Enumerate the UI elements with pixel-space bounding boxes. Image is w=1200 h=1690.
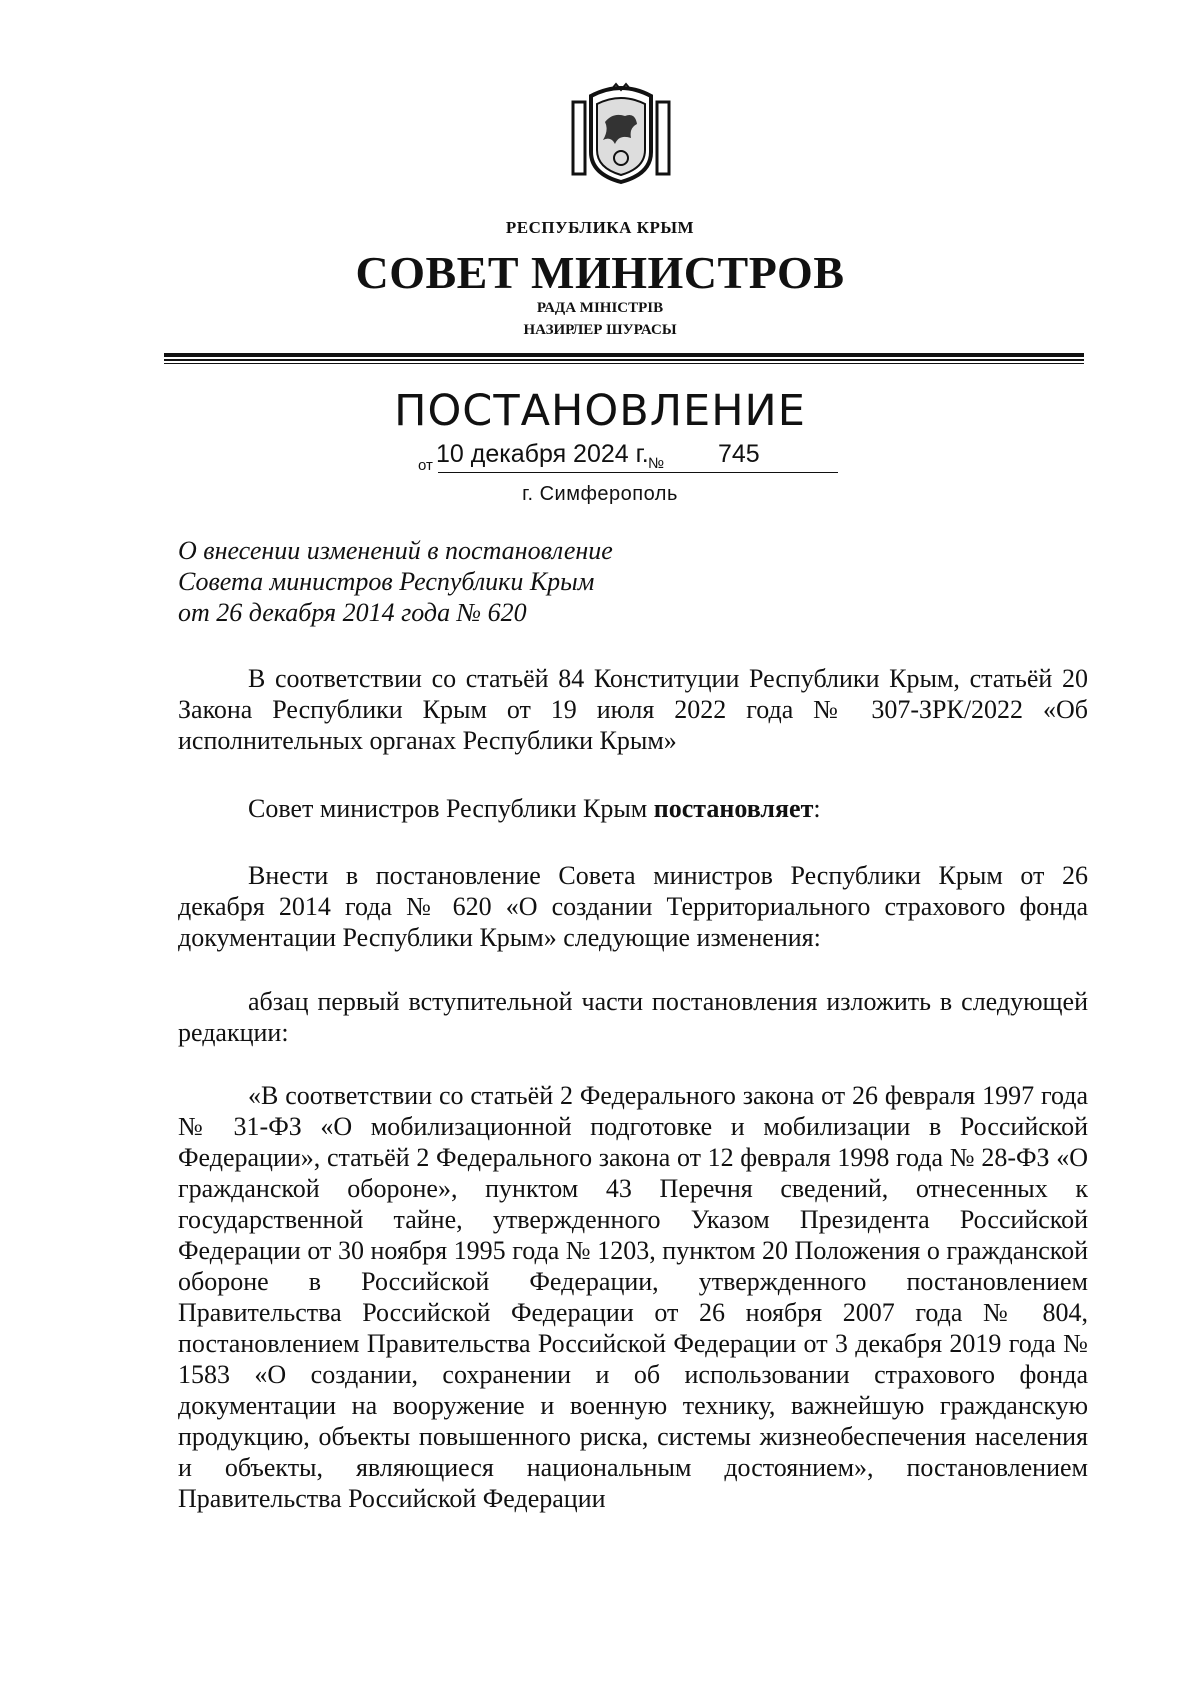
decree-date: 10 декабря 2024 г. (436, 440, 649, 468)
paragraph-text: абзац первый вступительной части постановления изложить в следующей редакции: (178, 987, 1088, 1047)
header-divider (164, 353, 1084, 357)
date-prefix: от (418, 457, 433, 474)
republic-name: РЕСПУБЛИКА КРЫМ (505, 218, 695, 237)
paragraph-text: Внести в постановление Совета министров Республики Крым от 26 декабря 2014 года № 620 «О создании Территориального страхового фонда документации Республики Крым» следующие изменения: (178, 861, 1088, 952)
paragraph-text-start: Совет министров Республики Крым (248, 794, 654, 823)
decree-dateline (418, 440, 838, 476)
paragraph-text: В соответствии со статьёй 84 Конституции Республики Крым, статьёй 20 Закона Республики Крым от 19 июля 2022 года № 307-ЗРК/2022 «Об исполнительных органах Республики Крым» (178, 664, 1088, 755)
subject-line: О внесении изменений в постановление (178, 536, 613, 565)
decree-title: ПОСТАНОВЛЕНИЕ (394, 386, 806, 436)
header-divider (164, 363, 1084, 364)
body-paragraph (178, 793, 1088, 824)
crimea-coat-of-arms-icon (571, 82, 671, 186)
paragraph-text-bold: постановляет (653, 794, 814, 823)
body-paragraph (178, 663, 1088, 756)
body-paragraph (178, 1080, 1088, 1514)
dateline-underline (438, 472, 838, 473)
council-name-crimean-tatar: НАЗИРЛЕР ШУРАСЫ (523, 322, 677, 338)
subject-line: от 26 декабря 2014 года № 620 (178, 598, 527, 627)
paragraph-text-end: : (813, 794, 821, 823)
decree-subject (178, 535, 698, 628)
council-name: СОВЕТ МИНИСТРОВ (355, 247, 845, 298)
number-prefix: № (648, 455, 665, 472)
body-paragraph (178, 860, 1088, 953)
body-paragraph (178, 986, 1088, 1048)
paragraph-text (178, 793, 1088, 824)
decree-city: г. Симферополь (522, 483, 678, 505)
council-name-ukrainian: РАДА МІНІСТРІВ (536, 300, 664, 316)
decree-number: 745 (718, 440, 760, 468)
header-divider (164, 359, 1084, 361)
subject-line: Совета министров Республики Крым (178, 567, 595, 596)
paragraph-text: «В соответствии со статьёй 2 Федерального закона от 26 февраля 1997 года № 31-ФЗ «О мобилизационной подготовке и мобилизации в Российской Федерации», статьёй 2 Федерального закона от 12 февраля 1998 года № 28-ФЗ «О гражданской обороне», пунктом 43 Перечня сведений, отнесенных к государственной тайне, утвержденного Указом Президента Российской Федерации от 30 ноября 1995 года № 1203, пунктом 20 Положения о гражданской обороне в Российской Федерации, утвержденного постановлением Правительства Российской Федерации от 26 ноября 2007 года № 804, постановлением Правительства Российской Федерации от 3 декабря 2019 года № 1583 «О создании, сохранении и об использовании страхового фонда документации на вооружение и военную технику, важнейшую гражданскую продукцию, объекты повышенного риска, системы жизнеобеспечения населения и объекты, являющиеся национальным достоянием», постановлением Правительства Российской Федерации (178, 1081, 1088, 1513)
